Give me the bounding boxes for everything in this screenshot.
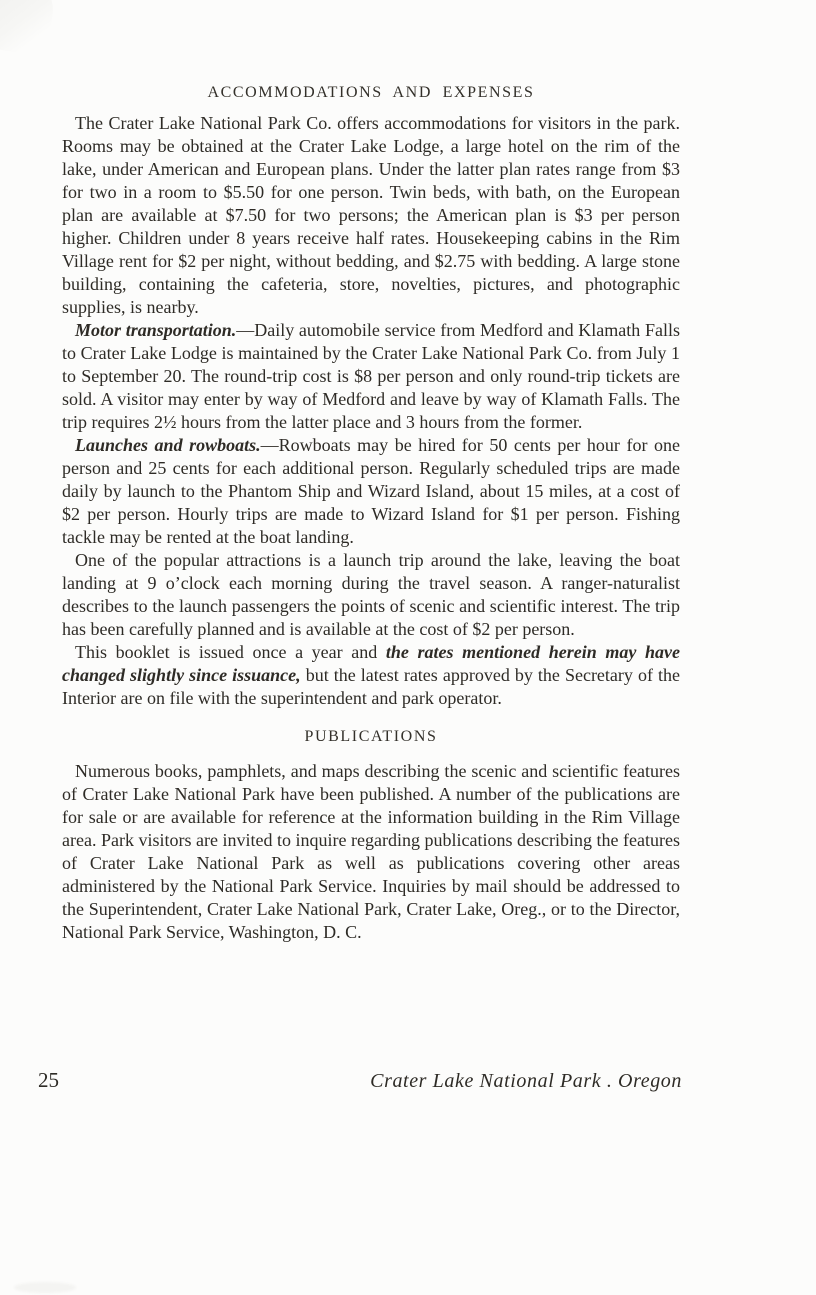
paragraph-publications bbox=[62, 760, 680, 944]
page-content bbox=[62, 0, 680, 944]
text-run: —Daily automobile service from Medford and Klamath Falls to Crater Lake Lodge is maintained by the Crater Lake National Park Co. from July 1 to September 20. The round-trip cost is $8 per person and only round-trip tickets are sold. A visitor may enter by way of Medford and leave by way of Klamath Falls. The trip requires 2½ hours from the latter place and 3 hours from the former. bbox=[62, 320, 680, 432]
paragraph-launches-and-rowboats bbox=[62, 434, 680, 549]
sidehead-launches-and-rowboats: Launches and rowboats. bbox=[75, 435, 261, 455]
section-heading-publications: PUBLICATIONS bbox=[304, 728, 438, 745]
page-number: 25 bbox=[38, 1068, 59, 1092]
text-run: but the latest rates approved by the Secretary of the Interior are on file with the superintendent and park operator. bbox=[62, 665, 680, 708]
sidehead-motor-transportation: Motor transportation. bbox=[75, 320, 237, 340]
text-run: Numerous books, pamphlets, and maps describing the scenic and scientific features of Crater Lake National Park have been published. A number of the publications are for sale or are available for reference at the information building in the Rim Village area. Park visitors are invited to inquire regarding publications describing the features of Crater Lake National Park as well as publications covering other areas administered by the National Park Service. Inquiries by mail should be addressed to the Superintendent, Crater Lake National Park, Crater Lake, Oreg., or to the Director, National Park Service, Washington, D. C. bbox=[62, 761, 680, 942]
section-heading-accommodations-and-expenses: ACCOMMODATIONS AND EXPENSES bbox=[207, 84, 535, 101]
text-run: The Crater Lake National Park Co. offers accommodations for visitors in the park. Rooms may be obtained at the Crater Lake Lodge, a large hotel on the rim of the lake, under American and European plans. Under the latter plan rates range from $3 for two in a room to $5.50 for one person. Twin beds, with bath, on the European plan are available at $7.50 for two persons; the American plan is $3 per person higher. Children under 8 years receive half rates. Housekeeping cabins in the Rim Village rent for $2 per night, without bedding, and $2.75 with bedding. A large stone building, containing the cafeteria, store, novelties, pictures, and photographic supplies, is nearby. bbox=[62, 113, 680, 317]
paragraph-motor-transportation bbox=[62, 319, 680, 434]
rates-disclaimer-emphasis: the rates mentioned herein may have changed slightly since issuance, bbox=[62, 642, 680, 685]
scan-artifact bbox=[14, 1282, 76, 1293]
running-title: Crater Lake National Park . Oregon bbox=[370, 1070, 682, 1092]
paragraph-lodge-rates bbox=[62, 112, 680, 319]
paragraph-launch-trip bbox=[62, 549, 680, 641]
paragraph-rates-disclaimer bbox=[62, 641, 680, 710]
text-run: One of the popular attractions is a launch trip around the lake, leaving the boat landing at 9 o’clock each morning during the travel season. A ranger-naturalist describes to the launch passengers the points of scenic and scientific interest. The trip has been carefully planned and is available at the cost of $2 per person. bbox=[62, 550, 680, 639]
text-run: —Rowboats may be hired for 50 cents per hour for one person and 25 cents for each additional person. Regularly scheduled trips are made daily by launch to the Phantom Ship and Wizard Island, about 15 miles, at a cost of $2 per person. Hourly trips are made to Wizard Island for $1 per person. Fishing tackle may be rented at the boat landing. bbox=[62, 435, 680, 547]
page-footer bbox=[38, 1068, 682, 1093]
text-run: This booklet is issued once a year and bbox=[75, 642, 386, 662]
scan-artifact bbox=[0, 0, 57, 57]
